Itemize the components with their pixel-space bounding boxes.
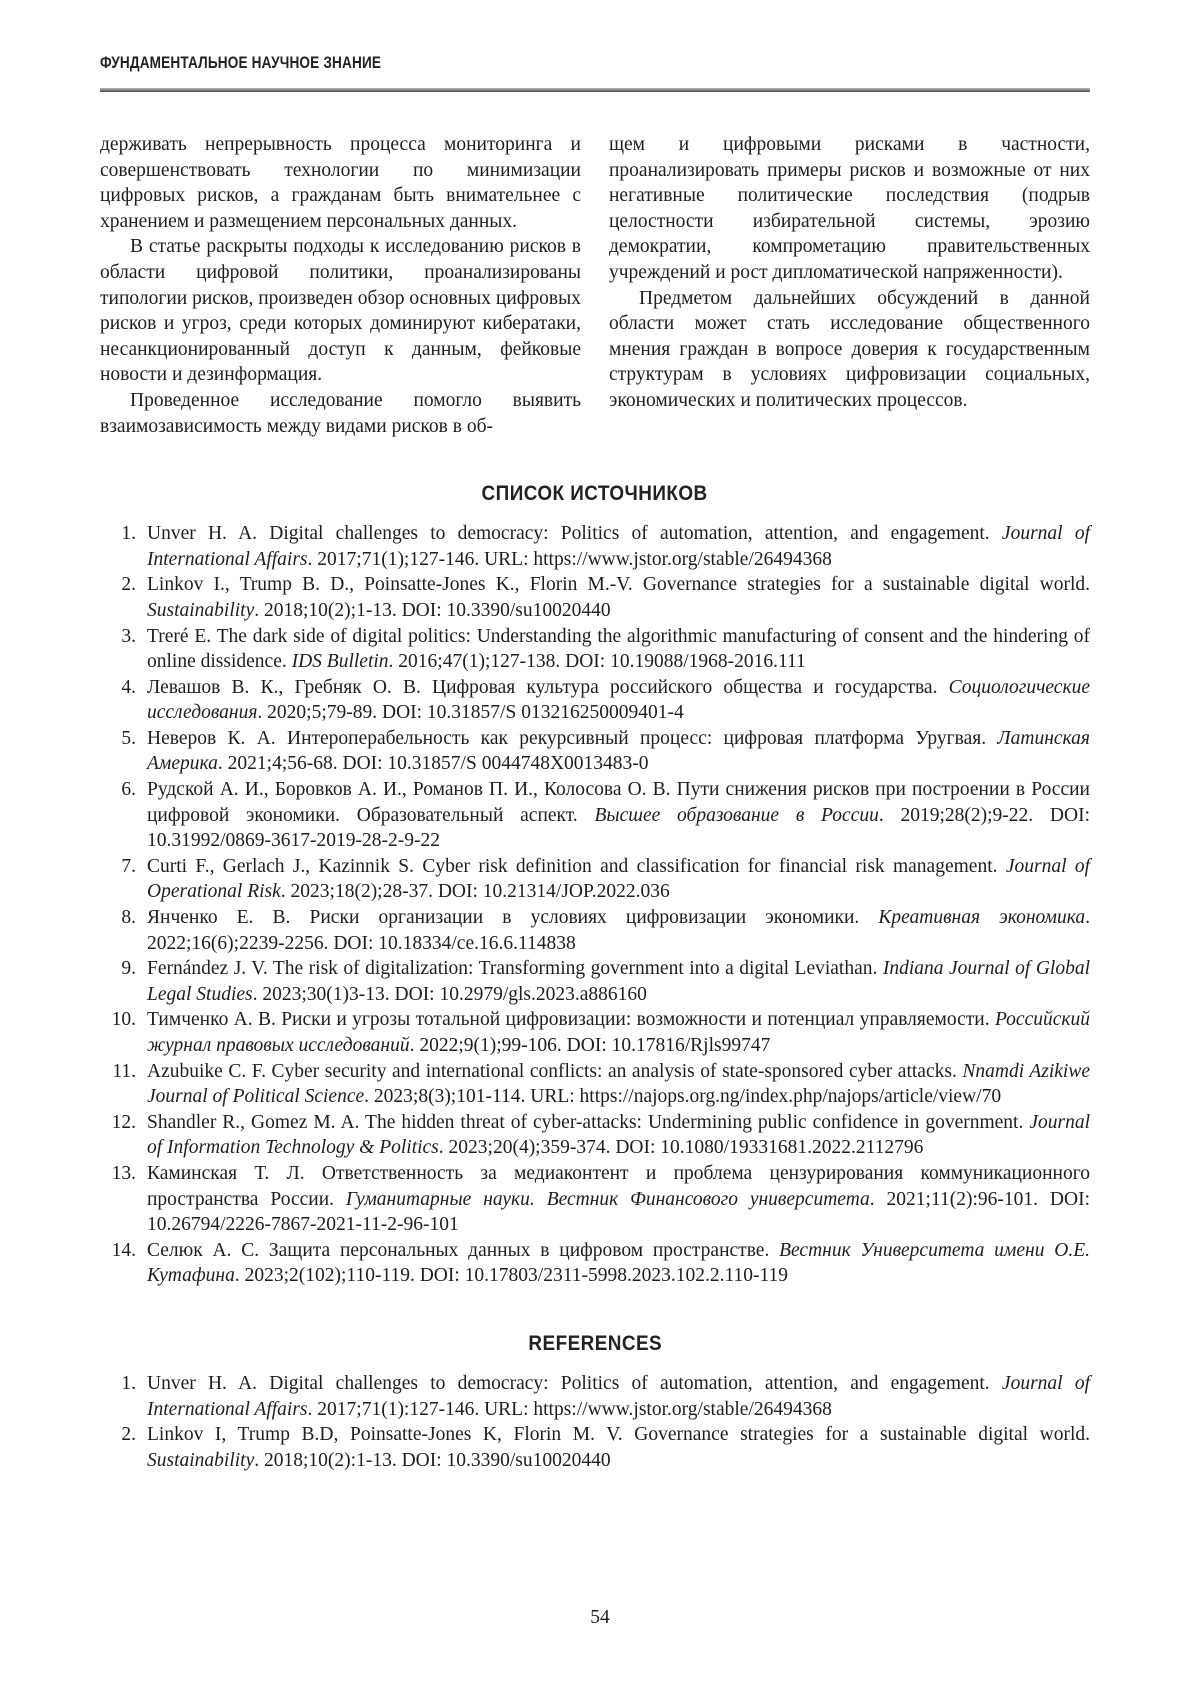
reference-text: Linkov I, Trump B.D, Poinsatte-Jones K, Florin M. V. Governance strategies for a sustainable digital world. Sustainability. 2018;10(2):1-13. DOI: 10.3390/su10020440: [147, 1424, 1090, 1471]
sources-heading-text: СПИСОК ИСТОЧНИКОВ: [481, 482, 709, 506]
body-paragraph: Проведенное исследование помогло выявить взаимозависимость между видами рисков в об-: [100, 389, 581, 437]
reference-number: 13.: [111, 1162, 136, 1184]
reference-item: [100, 624, 1090, 675]
reference-item: [100, 1059, 1090, 1110]
reference-number: 11.: [112, 1060, 136, 1082]
reference-number: 3.: [121, 625, 136, 647]
reference-number: 8.: [121, 907, 136, 929]
reference-number: 10.: [111, 1009, 136, 1031]
reference-number: 12.: [111, 1111, 136, 1133]
reference-item: [100, 1007, 1090, 1058]
reference-item: [100, 521, 1090, 572]
reference-number: 2.: [121, 1424, 136, 1446]
reference-number: 4.: [121, 676, 136, 698]
abstract-columns: [100, 132, 1090, 439]
reference-item: [100, 1110, 1090, 1161]
reference-item: [100, 1161, 1090, 1238]
reference-number: 2.: [121, 574, 136, 596]
running-head: [100, 52, 1090, 74]
reference-text: Linkov I., Trump B. D., Poinsatte-Jones K., Florin M.-V. Governance strategies for a sustainable digital world. Sustainability. 2018;10(2);1-13. DOI: 10.3390/su10020440: [147, 574, 1090, 621]
reference-text: Рудской А. И., Боровков А. И., Романов П. И., Колосова О. В. Пути снижения рисков при построении в России цифровой экономики. Образовательный аспект. Высшее образование в России. 2019;28(2);9-22. DOI: 10.31992/0869-3617-2019-28-2-9-22: [147, 779, 1090, 852]
sources-heading: [100, 481, 1090, 507]
header-rule: [100, 88, 1090, 92]
reference-text: Unver H. A. Digital challenges to democracy: Politics of automation, attention, and engagement. Journal of International Affairs. 2017;71(1);127-146. URL: https://www.jstor.org/stable/26494368: [147, 523, 1090, 570]
reference-item: [100, 675, 1090, 726]
reference-item: [100, 777, 1090, 854]
reference-text: Левашов В. К., Гребняк О. В. Цифровая культура российского общества и государства. Социологические исследования. 2020;5;79-89. DOI: 10.31857/S 013216250009401-4: [147, 676, 1090, 724]
reference-number: 9.: [121, 958, 136, 980]
body-paragraph: В статье раскрыты подходы к исследованию рисков в области цифровой политики, проанализированы типологии рисков, произведен обзор основных цифровых рисков и угроз, среди которых доминируют кибератаки, несанкционированный доступ к данным, фейковые новости и дезинформация.: [100, 236, 581, 386]
reference-text: Curti F., Gerlach J., Kazinnik S. Cyber risk definition and classification for financial risk management. Journal of Operational Risk. 2023;18(2);28-37. DOI: 10.21314/JOP.2022.036: [147, 855, 1090, 903]
reference-text: Unver H. A. Digital challenges to democracy: Politics of automation, attention, and engagement. Journal of International Affairs. 2017;71(1):127-146. URL: https://www.jstor.org/stable/26494368: [147, 1372, 1090, 1420]
reference-item: [100, 1238, 1090, 1289]
body-paragraph: щем и цифровыми рисками в частности, проанализировать примеры рисков и возможные от них негативные политические последствия (подрыв целостности избирательной системы, эрозию демократии, компрометацию правительственных учреждений и рост дипломатической напряженности).: [609, 134, 1090, 283]
reference-text: Янченко Е. В. Риски организации в условиях цифровизации экономики. Креативная экономика. 2022;16(6);2239-2256. DOI: 10.18334/ce.16.6.114838: [147, 907, 1090, 954]
references-heading-text: REFERENCES: [528, 1331, 662, 1355]
reference-item: [100, 905, 1090, 956]
reference-item: [100, 956, 1090, 1007]
reference-number: 5.: [121, 727, 136, 749]
page-number: 54: [590, 1607, 610, 1629]
reference-number: 1.: [121, 523, 136, 545]
reference-number: 7.: [121, 855, 136, 877]
reference-item: [100, 572, 1090, 623]
body-paragraph: Предметом дальнейших обсуждений в данной области может стать исследование общественного мнения граждан в вопросе доверия к государственным структурам в условиях цифровизации социальных, экономических и политических процессов.: [609, 287, 1090, 411]
reference-text: Неверов К. А. Интероперабельность как рекурсивный процесс: цифровая платформа Уругвая. Латинская Америка. 2021;4;56-68. DOI: 10.31857/S 0044748X0013483-0: [147, 727, 1090, 775]
left-column: [100, 132, 581, 439]
body-paragraph: держивать непрерывность процесса мониторинга и совершенствовать технологии по минимизации цифровых рисков, а гражданам быть внимательнее с хранением и размещением персональных данных.: [100, 134, 581, 232]
reference-text: Fernández J. V. The risk of digitalization: Transforming government into a digital Leviathan. Indiana Journal of Global Legal Studies. 2023;30(1)3-13. DOI: 10.2979/gls.2023.a886160: [147, 958, 1090, 1005]
reference-item: [100, 854, 1090, 905]
reference-number: 1.: [121, 1372, 136, 1394]
reference-number: 14.: [111, 1239, 136, 1261]
reference-number: 6.: [121, 779, 136, 801]
reference-item: [100, 726, 1090, 777]
references-heading: [100, 1331, 1090, 1357]
reference-text: Azubuike C. F. Cyber security and international conflicts: an analysis of state-sponsored cyber attacks. Nnamdi Azikiwe Journal of Political Science. 2023;8(3);101-114. URL: https://najops.org.ng/index.php/najops/article/view/70: [147, 1060, 1091, 1108]
references-list: [100, 1371, 1090, 1473]
reference-text: Shandler R., Gomez M. A. The hidden threat of cyber-attacks: Undermining public confidence in government. Journal of Information Technology & Politics. 2023;20(4);359-374. DOI: 10.1080/19331681.2022.2112796: [147, 1111, 1090, 1159]
reference-text: Каминская Т. Л. Ответственность за медиаконтент и проблема цензурирования коммуникационного пространства России. Гуманитарные науки. Вестник Финансового университета. 2021;11(2):96-101. DOI: 10.26794/2226-7867-2021-11-2-96-101: [147, 1162, 1090, 1236]
running-head-text: ФУНДАМЕНТАЛЬНОЕ НАУЧНОЕ ЗНАНИЕ: [100, 53, 382, 72]
reference-item: [100, 1422, 1090, 1473]
right-column: [609, 132, 1090, 439]
reference-item: [100, 1371, 1090, 1422]
reference-text: Treré E. The dark side of digital politics: Understanding the algorithmic manufacturing of consent and the hindering of online dissidence. IDS Bulletin. 2016;47(1);127-138. DOI: 10.19088/1968-2016.111: [147, 625, 1090, 673]
reference-text: Селюк А. С. Защита персональных данных в цифровом пространстве. Вестник Университета имени О.Е. Кутафина. 2023;2(102);110-119. DOI: 10.17803/2311-5998.2023.102.2.110-119: [147, 1239, 1090, 1287]
source-list: [100, 521, 1090, 1289]
reference-text: Тимченко А. В. Риски и угрозы тотальной цифровизации: возможности и потенциал управляемости. Российский журнал правовых исследований. 2022;9(1);99-106. DOI: 10.17816/Rjls99747: [147, 1009, 1090, 1056]
